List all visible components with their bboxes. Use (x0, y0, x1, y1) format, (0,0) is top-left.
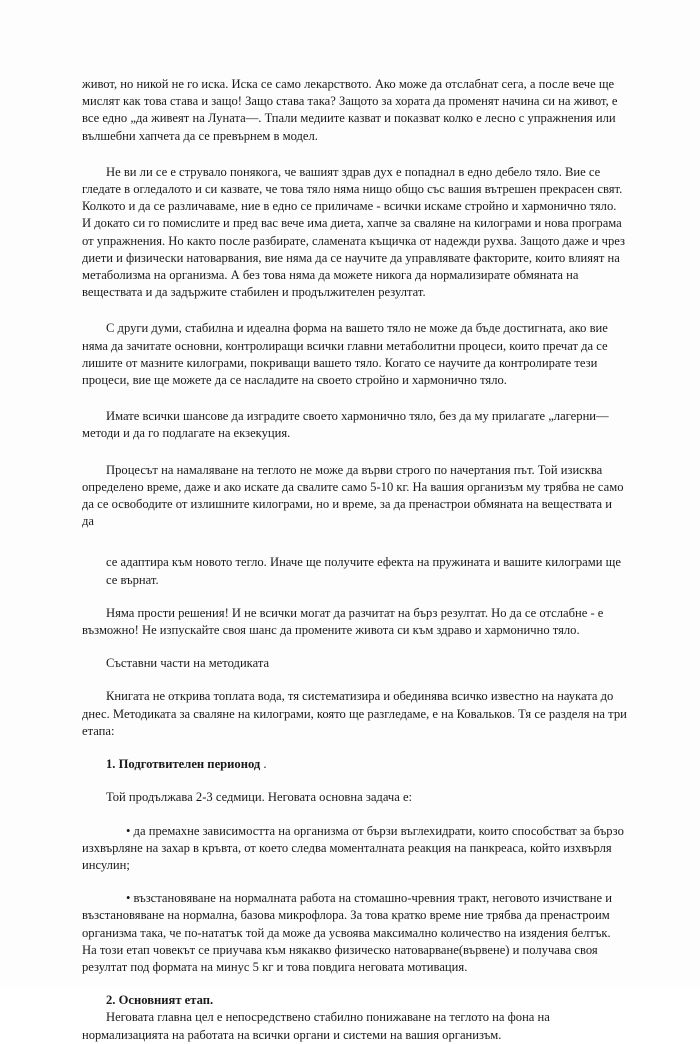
heading-2: 2. Основният етап. (106, 993, 214, 1008)
section-title-components: Съставни части на методиката (106, 656, 270, 671)
paragraph-7: Няма прости решения! И не всички могат да разчитат на бърз резултат. Но да се отслабне - е възможно! Не изпускайте своя шанс да промените живота си към здраво и хармонично тяло. (82, 605, 604, 638)
document-body (82, 76, 627, 1044)
heading-1 (82, 756, 627, 773)
paragraph-4: Имате всички шансове да изградите своето хармонично тяло, без да му прилагате „лагерни— методи и да го подлагате на екзекуция. (82, 409, 609, 441)
paragraph-11: Неговата главна цел е непосредствено стабилно понижаване на теглото на фона на нормализацията на работата на всички органи и системи на вашия организъм. (82, 1010, 550, 1042)
paragraph-1: живот, но никой не го иска. Иска се само лекарството. Ако може да отслабнат сега, а после вече ще мислят как това става и защо! Защо става така? Защото за хората да променят начина си на живот, е все едно „да живеят на Луната—. Тпали медиите казват и показват колко е лесно с упражнения или вълшебни хапчета да се превърнем в модел. (82, 77, 618, 143)
paragraph-9: Книгата не открива топлата вода, тя систематизира и обединява всичко известно на науката до днес. Методиката за сваляне на килограми, която ще разгледаме, е на Ковальков. Тя се разделя на три етапа: (82, 689, 627, 738)
heading-1-text: 1. Подготвителен перионод (106, 757, 261, 772)
paragraph-10: Той продължава 2-3 седмици. Неговата основна задача е: (106, 790, 413, 805)
bullet-1: • да премахне зависимостта на организма от бързи въглехидрати, които способстват за бързо изхвърляне на захар в кръвта, от което следва моменталната реакция на панкреаса, който изхвърля инсулин; (82, 823, 624, 872)
paragraph-2: Не ви ли се е струвало понякога, че вашият здрав дух е попаднал в едно дебело тяло. Вие се гледате в огледалото и си казвате, че това тяло няма нищо общо със вашия вътрешен прекрасен свят. Колкото и да се различаваме, ние в едно се приличаме - всички искаме стройно и хармонично тяло. И докато си го помислите и пред вас вече има диета, хапче за сваляне на килограми и нова програма от упражнения. Но както после разбирате, сламената къщичка от надежди рухва. Защото даже и чрез диети и физически натоварвания, вие няма да се научите да управлявате факторите, които влияят на метаболизма на организма. А без това няма да можете никога да нормализирате обмяната на веществата и да задържите стабилен и продължителен резултат. (82, 164, 626, 300)
paragraph-6: се адаптира към новото тегло. Иначе ще получите ефекта на пружината и вашите килограми ще се върнат. (106, 555, 621, 587)
heading-1-suffix: . (260, 757, 267, 772)
paragraph-5: Процесът на намаляване на теглото не може да върви строго по начертания път. Той изисква определено време, даже и ако искате да свалите само 5-10 кг. На вашия организъм му трябва не само да се освободите от излишните килограми, но и време, за да пренастрои обмяната на веществата и да (82, 462, 624, 529)
bullet-2: • възстановяване на нормалната работа на стомашно-чревния тракт, неговото изчистване и възстановяване на нормална, базова микрофлора. За това кратко време ние трябва да пренастроим организма така, че по-нататък той да може да усвоява максимално количество на изядения белтък. На този етап човекът се приучава към някакво физическо натоварване(вървене) и получава своя резултат под формата на минус 5 кг и това повдига неговата мотивация. (82, 891, 612, 974)
paragraph-3: С други думи, стабилна и идеална форма на вашето тяло не може да бъде достигната, ако вие няма да зачитате основни, контролиращи всички главни метаболитни процеси, които пречат да се лишите от мазните килограми, покриващи вашето тяло. Когато се научите да контролирате тези процеси, вие ще можете да се насладите на своето стройно и хармонично тяло. (82, 321, 608, 388)
